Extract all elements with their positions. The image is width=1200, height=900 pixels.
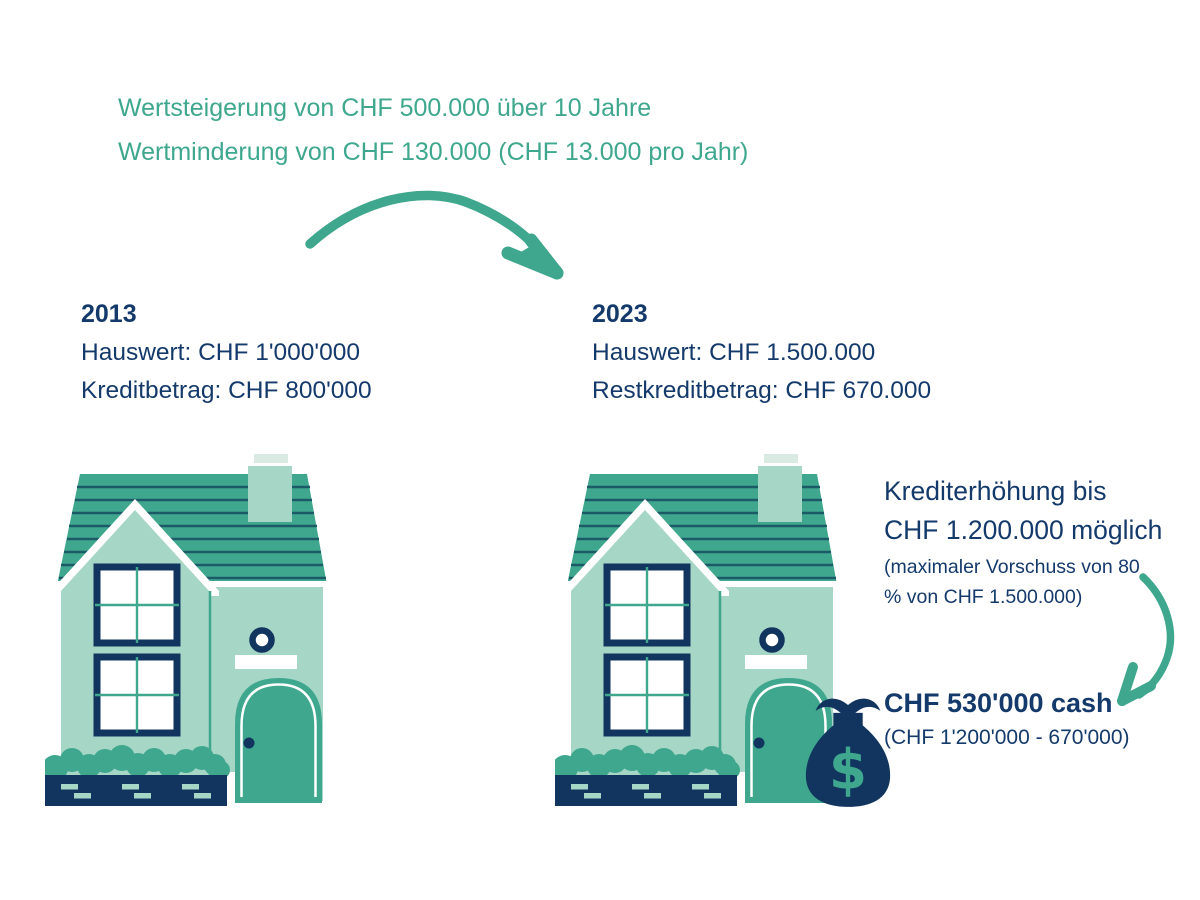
year-2023-details [592,295,931,411]
curved-arrow-right-icon [310,195,560,277]
dollar-icon: $ [828,737,868,802]
house-value-2023: Hauswert: CHF 1.500.000 [592,338,876,366]
year-2013-details [81,295,372,411]
credit-note-small-1: (maximaler Vorschuss von 80 [884,556,1140,578]
loan-amount-2023: Restkreditbetrag: CHF 670.000 [592,377,932,404]
house-2013-illustration [45,454,335,810]
cash-result-note [884,686,1130,754]
credit-increase-note [884,472,1162,612]
credit-note-small-2: % von CHF 1.500.000) [884,586,1083,608]
annotation-line-1: Wertsteigerung von CHF 500.000 über 10 Jahre [118,94,652,122]
loan-amount-2013: Kreditbetrag: CHF 800'000 [81,377,372,404]
year-label-2023: 2023 [592,300,648,328]
value-change-annotation [118,86,748,174]
money-bag-neck [833,713,862,727]
annotation-line-2: Wertminderung von CHF 130.000 (CHF 13.000 pro Jahr) [118,138,749,166]
year-label-2013: 2013 [81,300,137,328]
credit-note-line-1: Krediterhöhung bis [884,476,1107,506]
house-value-2013: Hauswert: CHF 1'000'000 [81,338,360,366]
cash-headline: CHF 530'000 cash [884,688,1113,718]
money-bag-icon [799,696,897,812]
credit-note-line-2: CHF 1.200.000 möglich [884,515,1163,545]
cash-calculation: (CHF 1'200'000 - 670'000) [884,726,1130,749]
